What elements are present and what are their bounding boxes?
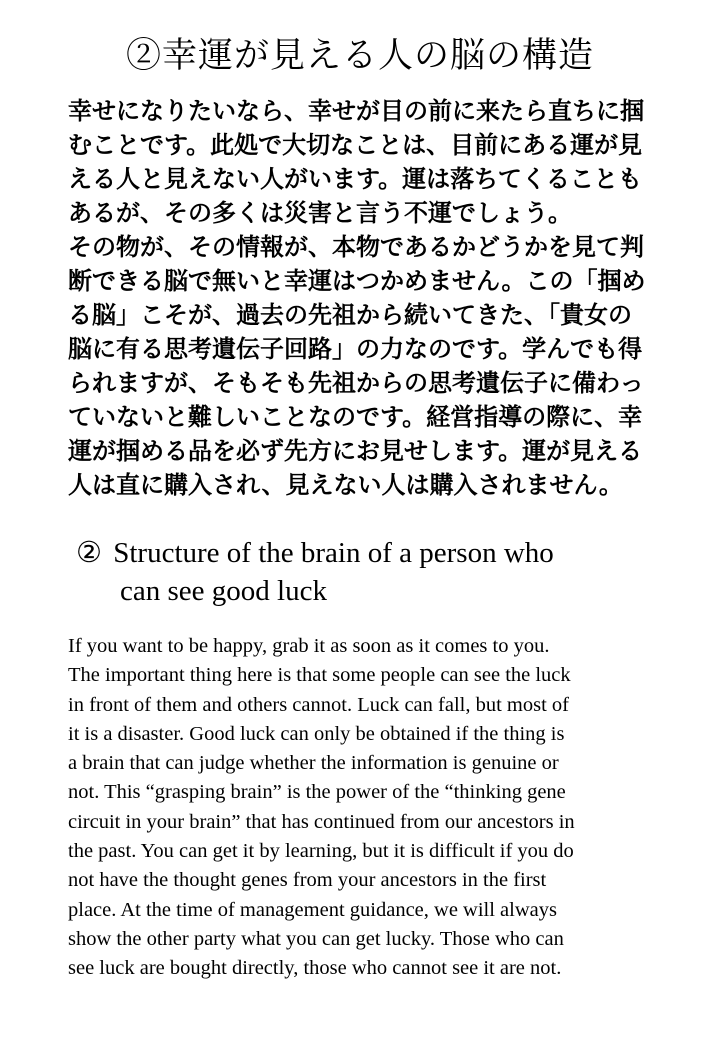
english-body-line: circuit in your brain” that has continued from our ancestors in <box>68 810 575 833</box>
english-title-number: ② <box>76 537 102 569</box>
japanese-body-line: あるが、その多くは災害と言う不運でしょう。 <box>68 199 572 227</box>
english-body-line: the past. You can get it by learning, but it is difficult if you do <box>68 840 574 863</box>
english-body-line: see luck are bought directly, those who cannot see it are not. <box>68 957 562 980</box>
english-title <box>76 534 696 610</box>
japanese-body-line: 脳に有る思考遺伝子回路」の力なのです。学んでも得 <box>68 335 643 363</box>
japanese-body-line: られますが、そもそも先祖からの思考遺伝子に備わっ <box>68 369 644 397</box>
english-body-line: The important thing here is that some people can see the luck <box>68 664 571 687</box>
japanese-title: ②幸運が見える人の脳の構造 <box>125 36 594 76</box>
japanese-body-line: 運が掴める品を必ず先方にお見せします。運が見える <box>68 437 643 465</box>
english-body-line: show the other party what you can get lucky. Those who can <box>68 927 564 950</box>
japanese-body-line: 人は直に購入され、見えない人は購入されません。 <box>68 471 623 499</box>
japanese-body-line: 断できる脳で無いと幸運はつかめません。この「掴め <box>68 267 646 295</box>
english-body-line: If you want to be happy, grab it as soon as it comes to you. <box>68 635 550 657</box>
japanese-body-line: むことです。此処で大切なことは、目前にある運が見 <box>68 131 643 159</box>
english-body-line: not have the thought genes from your ancestors in the first <box>68 869 547 892</box>
english-body-line: in front of them and others cannot. Luck can fall, but most of <box>68 693 569 716</box>
japanese-body-line: その物が、その情報が、本物であるかどうかを見て判 <box>68 233 644 261</box>
english-body-line: it is a disaster. Good luck can only be obtained if the thing is <box>68 722 565 745</box>
japanese-body-line: る脳」こそが、過去の先祖から続いてきた、「貴女の <box>68 301 632 329</box>
english-body-line: a brain that can judge whether the information is genuine or <box>68 752 559 775</box>
english-body-line: not. This “grasping brain” is the power of the “thinking gene <box>68 781 566 804</box>
english-body-line: place. At the time of management guidance, we will always <box>68 898 557 921</box>
english-body <box>68 632 688 984</box>
japanese-body <box>68 94 668 502</box>
english-title-line-1: Structure of the brain of a person who <box>113 537 554 569</box>
japanese-body-line: える人と見えない人がいます。運は落ちてくることも <box>68 165 642 193</box>
english-title-line-2: can see good luck <box>120 575 327 607</box>
japanese-body-line: ていないと難しいことなのです。経営指導の際に、幸 <box>68 403 643 431</box>
japanese-body-line: 幸せになりたいなら、幸せが目の前に来たら直ちに掴 <box>68 97 644 125</box>
